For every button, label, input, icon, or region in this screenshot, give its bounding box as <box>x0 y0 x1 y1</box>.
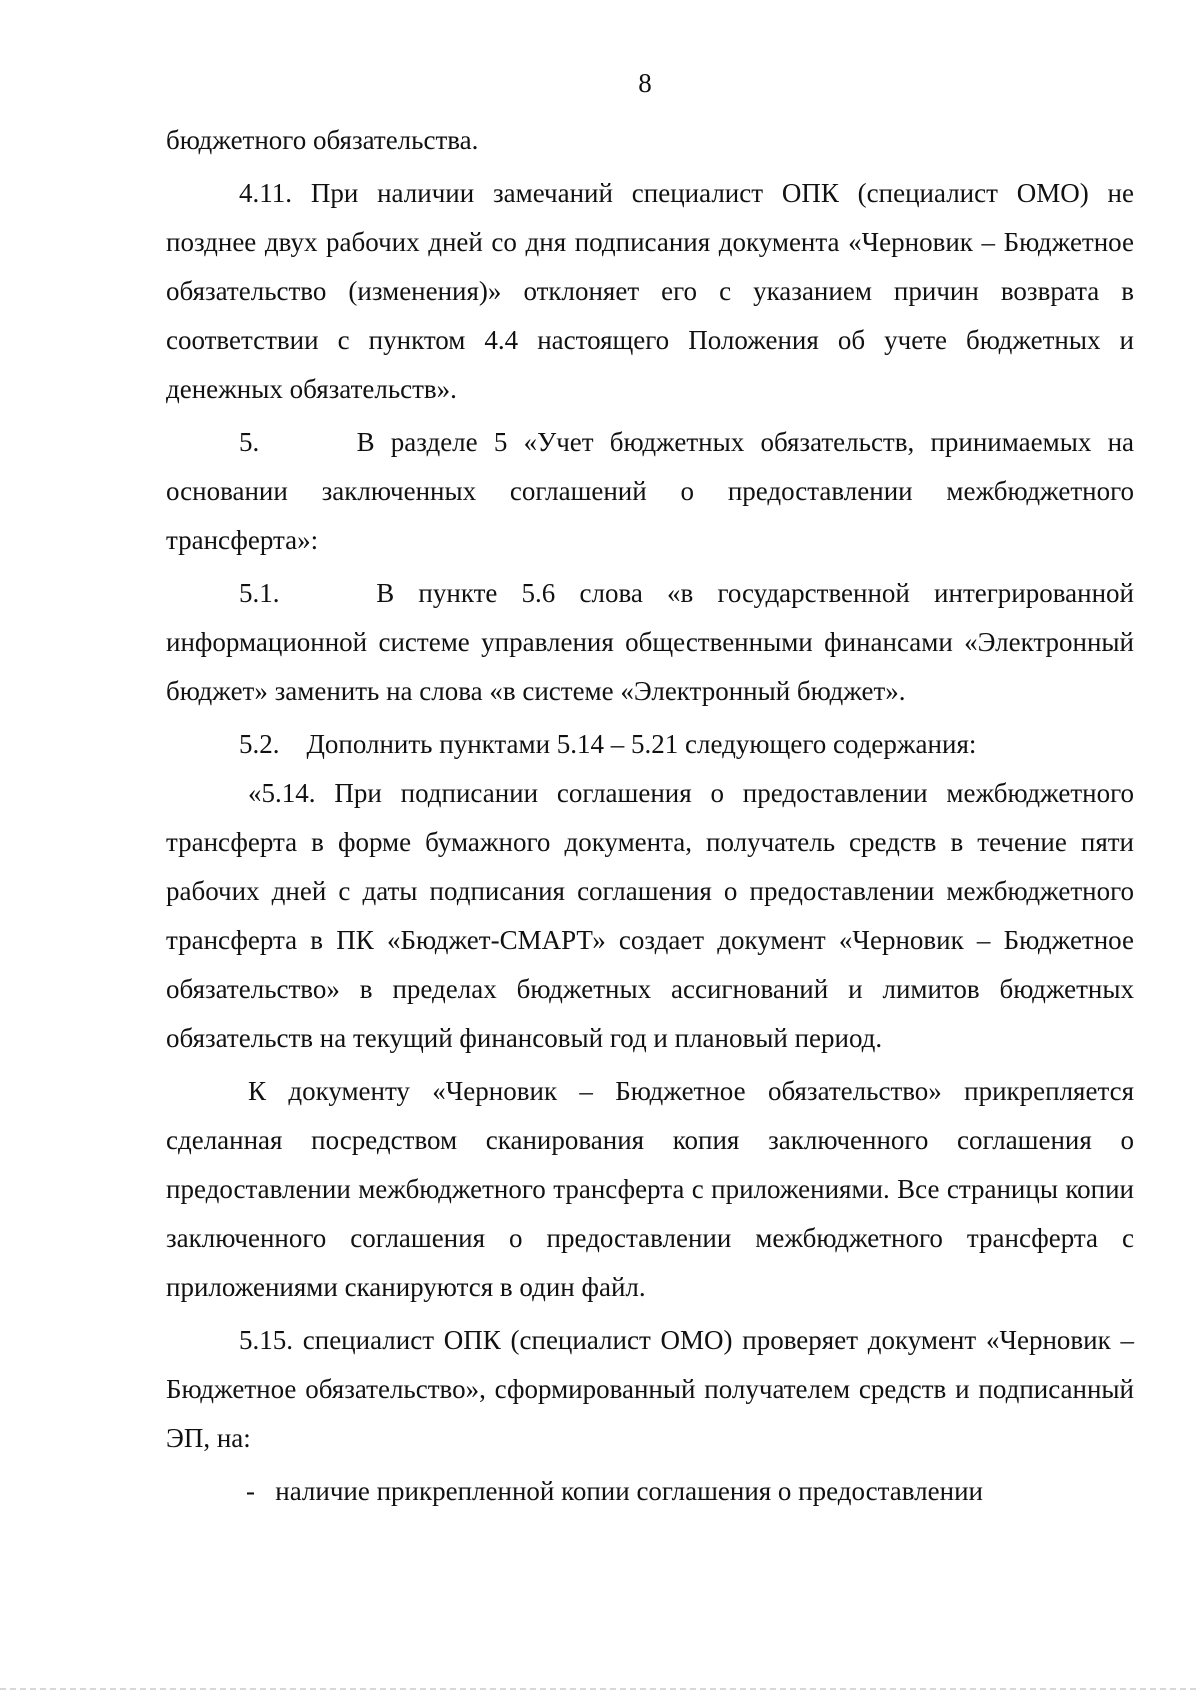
paragraph-attachment: К документу «Черновик – Бюджетное обязательство» прикрепляется сделанная посредством сканирования копия заключенного соглашения о предоставлении межбюджетного трансферта с приложениями. Все страницы копии заключенного соглашения о предоставлении межбюджетного трансферта с приложениями сканируются в один файл. <box>166 1076 1134 1302</box>
paragraph-4-11: 4.11. При наличии замечаний специалист ОПК (специалист ОМО) не позднее двух рабочих дней со дня подписания документа «Черновик – Бюджетное обязательство (изменения)» отклоняет его с указанием причин возврата в соответствии с пунктом 4.4 настоящего Положения об учете бюджетных и денежных обязательств». <box>166 178 1134 404</box>
scan-edge-artifact <box>0 1688 1200 1690</box>
paragraph-5-15: 5.15. специалист ОПК (специалист ОМО) проверяет документ «Черновик – Бюджетное обязательство», сформированный получателем средств и подписанный ЭП, на: <box>166 1325 1134 1453</box>
paragraph-continuation: бюджетного обязательства. <box>166 125 479 155</box>
document-body <box>166 116 1141 1516</box>
list-item-dash: - наличие прикрепленной копии соглашения о предоставлении <box>246 1476 983 1506</box>
page-number: 8 <box>638 68 652 98</box>
paragraph-5: 5. В разделе 5 «Учет бюджетных обязательств, принимаемых на основании заключенных соглашений о предоставлении межбюджетного трансферта»: <box>166 427 1141 555</box>
paragraph-5-14: «5.14. При подписании соглашения о предоставлении межбюджетного трансферта в форме бумажного документа, получатель средств в течение пяти рабочих дней с даты подписания соглашения о предоставлении межбюджетного трансферта в ПК «Бюджет-СМАРТ» создает документ «Черновик – Бюджетное обязательство» в пределах бюджетных ассигнований и лимитов бюджетных обязательств на текущий финансовый год и плановый период. <box>166 778 1134 1053</box>
paragraph-5-1: 5.1. В пункте 5.6 слова «в государственной интегрированной информационной системе управления общественными финансами «Электронный бюджет» заменить на слова «в системе «Электронный бюджет». <box>166 578 1141 706</box>
paragraph-5-2: 5.2. Дополнить пунктами 5.14 – 5.21 следующего содержания: <box>239 729 977 759</box>
